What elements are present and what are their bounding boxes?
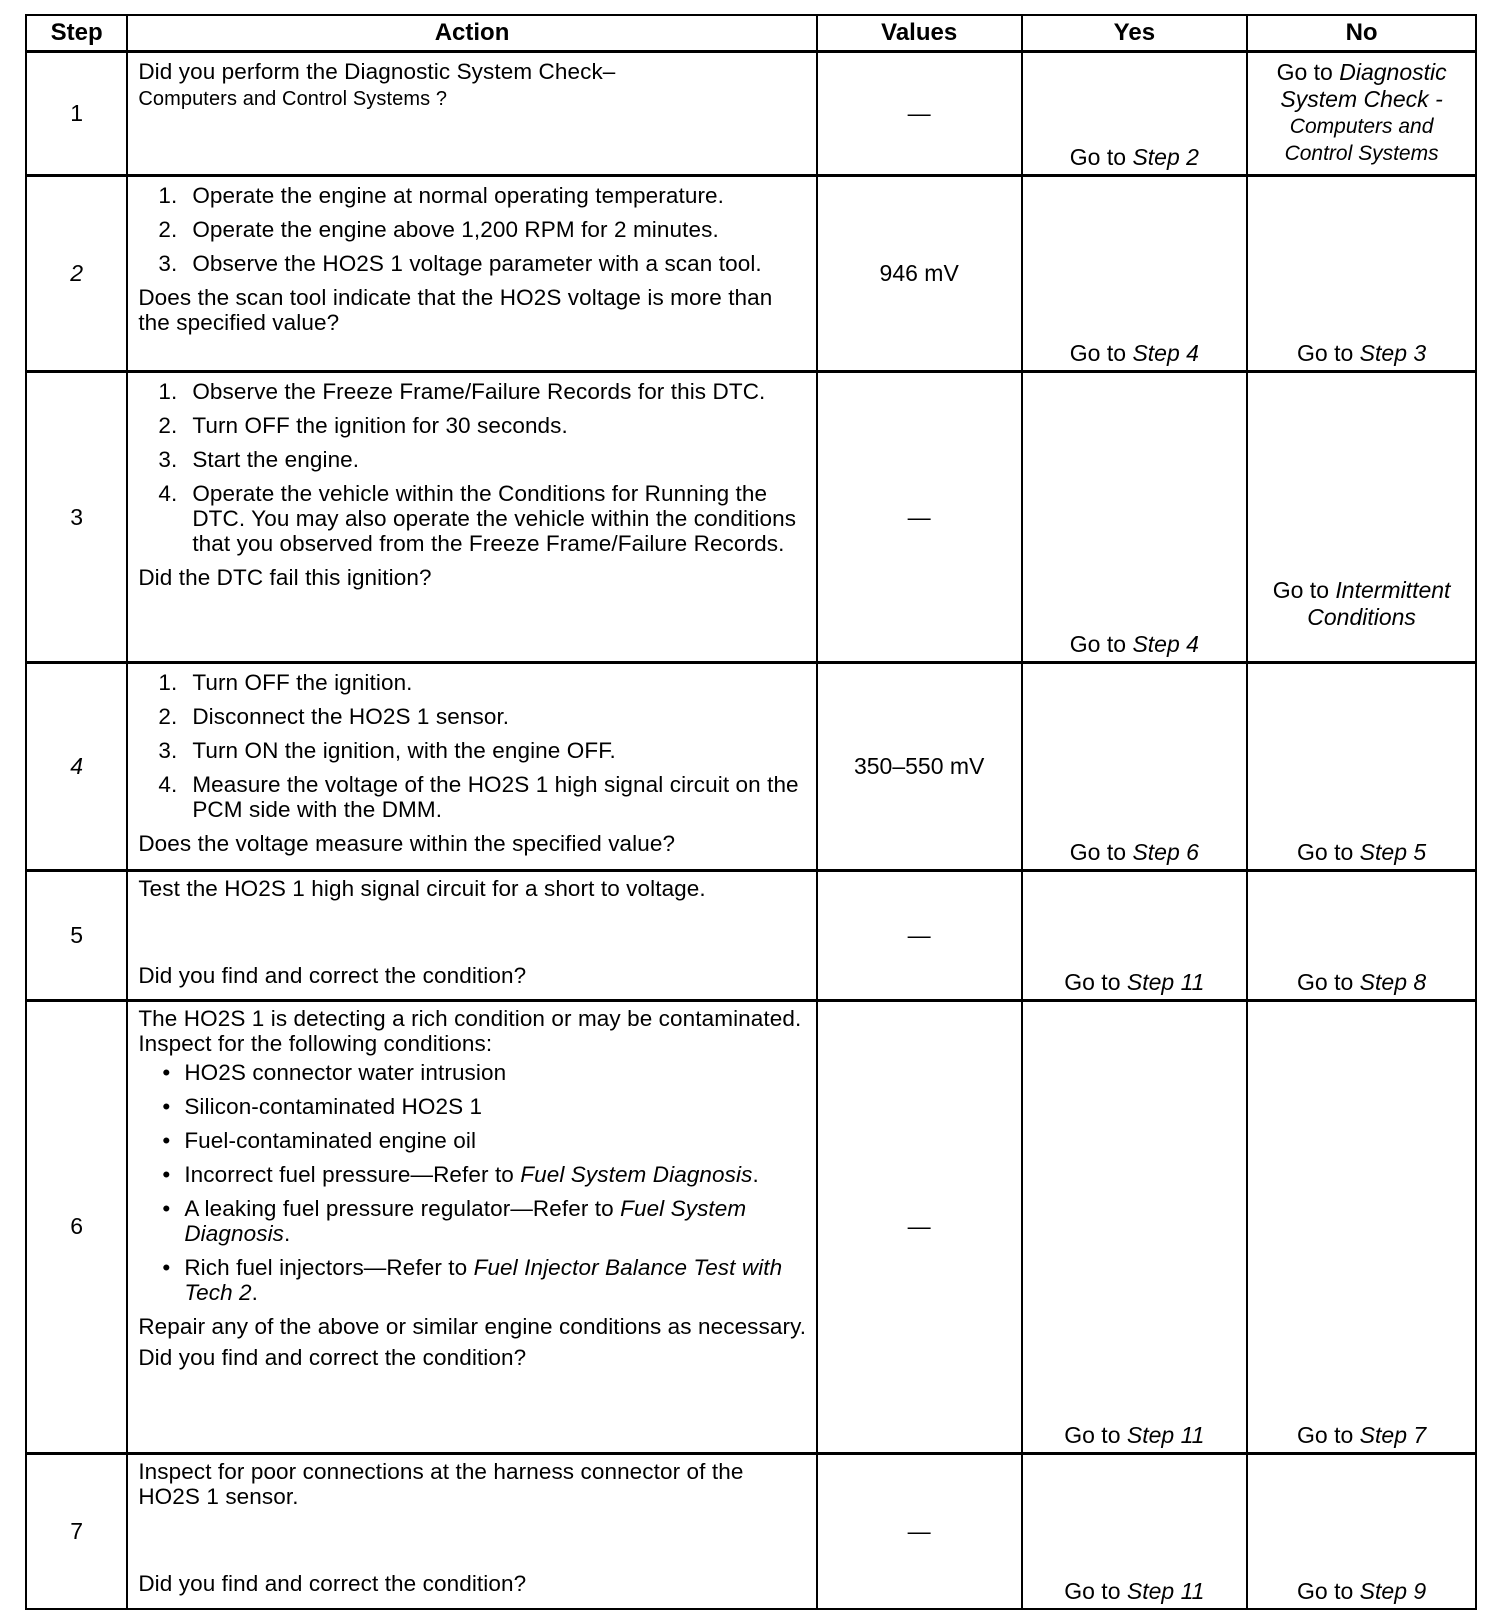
no-cell[interactable] [1247, 175, 1476, 372]
question-text: Does the voltage measure within the specified value? [138, 831, 676, 857]
step-number: 6 [26, 1000, 127, 1453]
table-row [26, 663, 1476, 871]
yes-cell[interactable] [1022, 1000, 1248, 1453]
action-text: Did you perform the Diagnostic System Check– [138, 58, 616, 84]
no-prefix: Go to [1297, 340, 1360, 367]
list-item: • Rich fuel injectors—Refer to Fuel Injector Balance Test with Tech 2. [162, 1254, 783, 1305]
repair-text: Repair any of the above or similar engine conditions as necessary. [138, 1313, 807, 1339]
list-item: • Fuel-contaminated engine oil [162, 1127, 477, 1153]
yes-link[interactable]: Step 4 [1132, 340, 1199, 367]
list-item: 4. Measure the voltage of the HO2S 1 high signal circuit on the PCM side with the DMM. [158, 772, 799, 823]
no-link[interactable]: Step 8 [1359, 968, 1427, 995]
list-item: • Silicon-contaminated HO2S 1 [162, 1093, 483, 1119]
yes-cell[interactable] [1022, 663, 1248, 871]
no-link[interactable]: Step 5 [1359, 839, 1427, 866]
no-link[interactable]: Intermittent [1335, 577, 1451, 604]
value-cell: — [817, 372, 1022, 663]
no-link[interactable]: Conditions [1307, 604, 1416, 631]
step-number: 2 [26, 175, 127, 372]
header-values: Values [817, 15, 1022, 51]
header-no: No [1247, 15, 1476, 51]
yes-link[interactable]: Step 11 [1126, 1422, 1205, 1449]
question-text: Did you find and correct the condition? [138, 1571, 527, 1597]
yes-prefix: Go to [1064, 1578, 1127, 1604]
table-row [26, 51, 1476, 175]
yes-prefix: Go to [1069, 631, 1133, 658]
action-cell [127, 1000, 816, 1453]
action-cell [127, 372, 816, 663]
no-link[interactable]: System Check - [1280, 85, 1443, 112]
table-row [26, 372, 1476, 663]
list-item: 2. Disconnect the HO2S 1 sensor. [158, 704, 510, 730]
yes-link[interactable]: Step 2 [1132, 143, 1199, 170]
question-text: Does the scan tool indicate that the HO2S voltage is more than the specified value? [138, 284, 773, 335]
no-prefix: Go to [1297, 968, 1360, 995]
step-number: 3 [26, 372, 127, 663]
no-prefix: Go to [1297, 1422, 1360, 1449]
yes-prefix: Go to [1069, 143, 1133, 170]
no-prefix: Go to [1276, 58, 1340, 85]
list-item: 3. Observe the HO2S 1 voltage parameter with a scan tool. [158, 250, 762, 276]
value-cell: — [817, 1000, 1022, 1453]
list-item: 3. Turn ON the ignition, with the engine OFF. [158, 738, 616, 764]
list-item: 4. Operate the vehicle within the Conditions for Running the DTC. You may also operate the vehicle within the conditions that you observed from the Freeze Frame/Failure Records. [158, 481, 797, 557]
no-link[interactable]: Control Systems [1284, 141, 1439, 165]
no-link[interactable]: Step 9 [1359, 1578, 1427, 1604]
yes-prefix: Go to [1069, 839, 1133, 866]
no-link[interactable]: Computers and [1289, 114, 1434, 138]
yes-cell[interactable] [1022, 1454, 1248, 1609]
table-row [26, 1454, 1476, 1609]
diagnostic-table [25, 14, 1477, 1610]
header-step: Step [26, 15, 127, 51]
table-row [26, 871, 1476, 1000]
step-list [138, 379, 807, 556]
header-row [26, 15, 1476, 51]
step-number: 1 [26, 51, 127, 175]
list-item: 1. Observe the Freeze Frame/Failure Records for this DTC. [158, 379, 766, 405]
no-cell[interactable] [1247, 372, 1476, 663]
yes-prefix: Go to [1069, 340, 1133, 367]
no-cell[interactable] [1247, 1454, 1476, 1609]
header-action: Action [127, 15, 816, 51]
action-cell [127, 1454, 816, 1609]
no-cell[interactable] [1247, 51, 1476, 175]
yes-cell[interactable] [1022, 372, 1248, 663]
yes-link[interactable]: Step 6 [1132, 839, 1199, 866]
list-item: 1. Operate the engine at normal operating temperature. [158, 182, 725, 208]
value-cell: — [817, 871, 1022, 1000]
no-link[interactable]: Step 7 [1359, 1422, 1427, 1449]
yes-prefix: Go to [1064, 968, 1127, 995]
yes-cell[interactable] [1022, 175, 1248, 372]
reference-link[interactable]: Fuel System Diagnosis [184, 1195, 747, 1246]
list-item: • HO2S connector water intrusion [162, 1059, 507, 1085]
reference-link[interactable]: Fuel System Diagnosis [520, 1161, 753, 1187]
no-cell[interactable] [1247, 871, 1476, 1000]
step-number: 7 [26, 1454, 127, 1609]
step-number: 5 [26, 871, 127, 1000]
no-prefix: Go to [1272, 577, 1336, 604]
no-cell[interactable] [1247, 1000, 1476, 1453]
yes-link[interactable]: Step 11 [1126, 968, 1205, 995]
action-text: Test the HO2S 1 high signal circuit for a short to voltage. [138, 876, 706, 902]
value-cell: — [817, 1454, 1022, 1609]
condition-list [138, 1060, 807, 1305]
value-cell: 946 mV [817, 175, 1022, 372]
yes-link[interactable]: Step 4 [1132, 631, 1199, 658]
question-text: Did you find and correct the condition? [138, 963, 527, 989]
value-cell: — [817, 51, 1022, 175]
list-item: 2. Operate the engine above 1,200 RPM for 2 minutes. [158, 216, 719, 242]
table-row [26, 1000, 1476, 1453]
action-cell [127, 871, 816, 1000]
intro-text: The HO2S 1 is detecting a rich condition or may be contaminated. Inspect for the following conditions: [138, 1005, 802, 1056]
list-item: 1. Turn OFF the ignition. [158, 670, 413, 696]
yes-prefix: Go to [1064, 1422, 1127, 1449]
action-text: Inspect for poor connections at the harness connector of the HO2S 1 sensor. [138, 1459, 744, 1510]
no-cell[interactable] [1247, 663, 1476, 871]
yes-cell[interactable] [1022, 51, 1248, 175]
question-text: Did the DTC fail this ignition? [138, 565, 432, 591]
action-text: Computers and Control Systems ? [138, 87, 448, 110]
header-yes: Yes [1022, 15, 1248, 51]
action-cell [127, 663, 816, 871]
no-link[interactable]: Diagnostic [1339, 58, 1447, 85]
list-item: 2. Turn OFF the ignition for 30 seconds. [158, 413, 568, 439]
question-text: Did you find and correct the condition? [138, 1344, 527, 1370]
value-cell: 350–550 mV [817, 663, 1022, 871]
step-list [138, 670, 807, 822]
no-prefix: Go to [1297, 839, 1360, 866]
reference-link[interactable]: Fuel Injector Balance Test with Tech 2 [184, 1254, 783, 1305]
action-cell [127, 51, 816, 175]
list-item: • Incorrect fuel pressure—Refer to Fuel System Diagnosis. [162, 1161, 759, 1187]
no-prefix: Go to [1297, 1578, 1360, 1604]
list-item: • A leaking fuel pressure regulator—Refer to Fuel System Diagnosis. [162, 1195, 747, 1246]
action-cell [127, 175, 816, 372]
no-link[interactable]: Step 3 [1359, 340, 1427, 367]
yes-link[interactable]: Step 11 [1126, 1578, 1205, 1604]
list-item: 3. Start the engine. [158, 447, 360, 473]
step-number: 4 [26, 663, 127, 871]
step-list [138, 183, 807, 276]
yes-cell[interactable] [1022, 871, 1248, 1000]
table-row [26, 175, 1476, 372]
